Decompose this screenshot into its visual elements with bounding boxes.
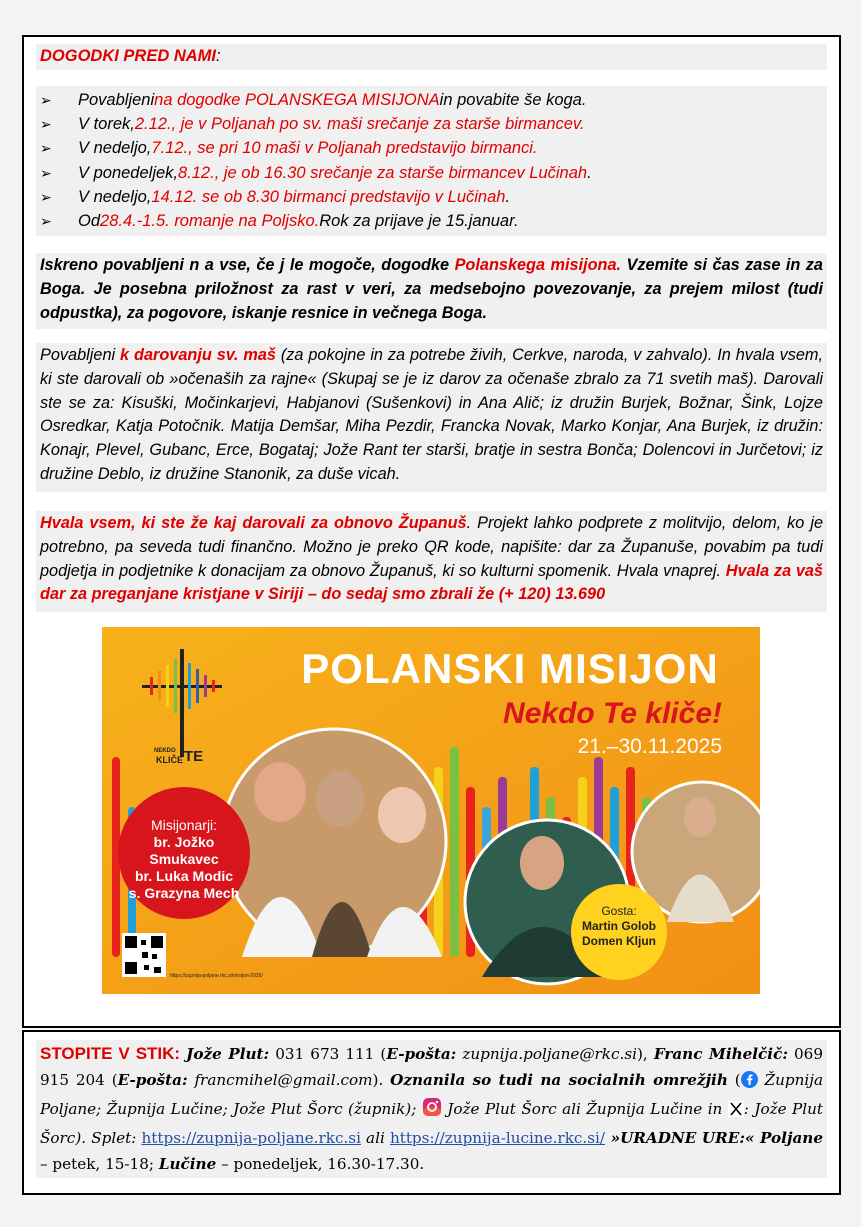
guest-name: Martin Golob	[582, 919, 656, 933]
masses-paragraph: Povabljeni k darovanju sv. maš (za pokojne in za potrebe živih, Cerkve, naroda, v zahvalo). In hvala vsem, ki ste darovali ob »očenaših za rajne« (Skupaj se je iz darov za očenaše zbralo za 71 svetih maš). Darovali ste se za: Kisuški, Močinkarjevi, Habjanovi (Sušenkovi) in Ana Alič; iz družin Burjek, Božnar, Šink, Lojze Osredkar, Katja Potočnik. Matija Demšar, Miha Pezdir, Francka Novak, Marko Konjar, Ana Burjek, iz družin: Konajr, Plevel, Gubanc, Erce, Bogataj; Jože Rant ter starši, bratje in sestra Bonča; Dolencovi in Jurčetovi; iz družine Deblo, iz družine Stanonik, za duše vicah.	[36, 343, 827, 492]
office-place: Poljane	[760, 1129, 823, 1147]
contact-name: Jože Plut:	[186, 1045, 270, 1063]
facebook-icon[interactable]	[741, 1070, 758, 1096]
banner-title: POLANSKI MISIJON	[301, 645, 719, 692]
banner-dates: 21.–30.11.2025	[577, 735, 722, 758]
parish-lucine-link[interactable]: https://zupnija-lucine.rkc.si/	[389, 1129, 605, 1147]
instagram-pages: Jože Plut Šorc ali Župnija Lučine in	[441, 1100, 728, 1118]
list-item: ➢ Povabljeni na dogodke POLANSKEGA MISIJONA in povabite še koga.	[40, 90, 587, 109]
instagram-icon[interactable]	[422, 1097, 442, 1125]
arrow-bullet-icon: ➢	[40, 213, 52, 230]
list-item: ➢ V torek, 2.12., je v Poljanah po sv. maši srečanje za starše birmancev.	[40, 114, 585, 133]
office-hours-label: »URADNE URE:«	[605, 1129, 761, 1147]
arrow-bullet-icon: ➢	[40, 140, 52, 157]
list-item: ➢ V nedeljo, 7.12., se pri 10 maši v Poljanah predstavijo birmanci.	[40, 139, 538, 158]
arrow-bullet-icon: ➢	[40, 115, 52, 132]
arrow-bullet-icon: ➢	[40, 164, 52, 181]
office-hours: – ponedeljek, 16.30-17.30.	[216, 1155, 425, 1173]
phone-number: 069 915 204 (	[40, 1045, 823, 1089]
invite-paragraph: Iskreno povabljeni n a vse, če j le mogoče, dogodke Polanskega misijona. Vzemite si čas zase in za Boga. Je posebna priložnost za rast v veri, za medsebojno povezovanje, za prejem milost (tudi odpustka), za pogovore, iskanje resnice in večnega Boga.	[36, 253, 827, 329]
thanks-paragraph: Hvala vsem, ki ste že kaj darovali za obnovo Županuš. Projekt lahko podprete z molitvijo, delom, ko je potrebno, pa seveda tudi finančno. Možno je preko QR kode, napišite: dar za Županuše, povabim pa tudi podjetja in podjetnike k donacijam za obnovo Županuš, ki so kulturni spomenik. Hvala vnaprej. Hvala za vaš dar za preganjane kristjane v Siriji – do sedaj smo zbrali že (+ 120) 13.690	[36, 511, 827, 612]
banner-url: https://zupnija-poljane.rkc.si/misijon-2025/	[170, 973, 263, 979]
list-item: ➢ V ponedeljek, 8.12., je ob 16.30 srečanje za starše birmancev Lučinah .	[40, 163, 592, 182]
email-address: zupnija.poljane@rkc.si	[456, 1045, 637, 1063]
missionary-name: br. Jožko Smukavec	[149, 834, 219, 867]
missionaries-list	[118, 817, 250, 902]
guest-name: Domen Kljun	[582, 934, 656, 948]
events-list	[36, 86, 827, 236]
mission-banner	[102, 627, 760, 994]
missionaries-label: Misijonarji:	[150, 817, 218, 833]
facebook-pages: Župnija Poljane; Župnija Lučine; Jože Plut Šorc (župnik);	[40, 1071, 823, 1118]
contact-name: Franc Mihelčič:	[653, 1045, 788, 1063]
banner-subtitle: Nekdo Te kliče!	[503, 697, 722, 730]
office-hours: – petek, 15-18;	[40, 1155, 159, 1173]
contact-heading: STOPITE V STIK:	[40, 1044, 181, 1063]
social-lead: Oznanila so tudi na socialnih omrežjih	[390, 1071, 728, 1089]
email-address: francmihel@gmail.com	[187, 1071, 373, 1089]
missionary-name: br. Luka Modic	[134, 868, 233, 884]
guests-list	[571, 904, 667, 949]
section-title: DOGODKI PRED NAMI:	[36, 44, 827, 70]
email-label: E-pošta:	[117, 1071, 188, 1089]
missionary-name: s. Grazyna Mech	[128, 885, 240, 901]
parish-poljane-link[interactable]: https://zupnija-poljane.rkc.si	[141, 1129, 361, 1147]
web-label: Splet:	[91, 1129, 142, 1147]
email-label: E-pošta:	[386, 1045, 457, 1063]
x-page: : Jože Plut Šorc).	[40, 1100, 823, 1147]
logo-text: KLIČE	[156, 755, 183, 765]
phone-number: 031 673 111 (	[269, 1045, 387, 1063]
logo-small-text: NEKDO	[154, 748, 176, 754]
contact-section: STOPITE V STIK: Jože Plut: 031 673 111 (E-pošta: zupnija.poljane@rkc.si), Franc Mihelčič: 069 915 204 (E-pošta: francmihel@gmail.com). Oznanila so tudi na socialnih omrežjih ( Župnija Poljane; Župnija Lučine; Jože Plut Šorc (župnik); Jože Plut Šorc ali Župnija Lučine in : Jože Plut Šorc). Splet: https://zupnija-poljane.rkc.si ali https://zupnija-lucine.rkc.si/ »URADNE URE:« Poljane – petek, 15-18; Lučine – ponedeljek, 16.30-17.30.	[36, 1040, 827, 1178]
list-item: ➢ V nedeljo, 14.12. se ob 8.30 birmanci predstavijo v Lučinah .	[40, 187, 511, 206]
arrow-bullet-icon: ➢	[40, 91, 52, 108]
x-icon[interactable]	[728, 1099, 744, 1125]
arrow-bullet-icon: ➢	[40, 188, 52, 205]
guests-label: Gosta:	[601, 904, 637, 918]
qr-code-icon	[122, 933, 166, 977]
office-place: Lučine	[158, 1155, 217, 1173]
list-item: ➢ Od 28.4.-1.5. romanje na Poljsko. Rok za prijave je 15.januar.	[40, 212, 519, 231]
logo-te-text: TE	[184, 748, 204, 765]
